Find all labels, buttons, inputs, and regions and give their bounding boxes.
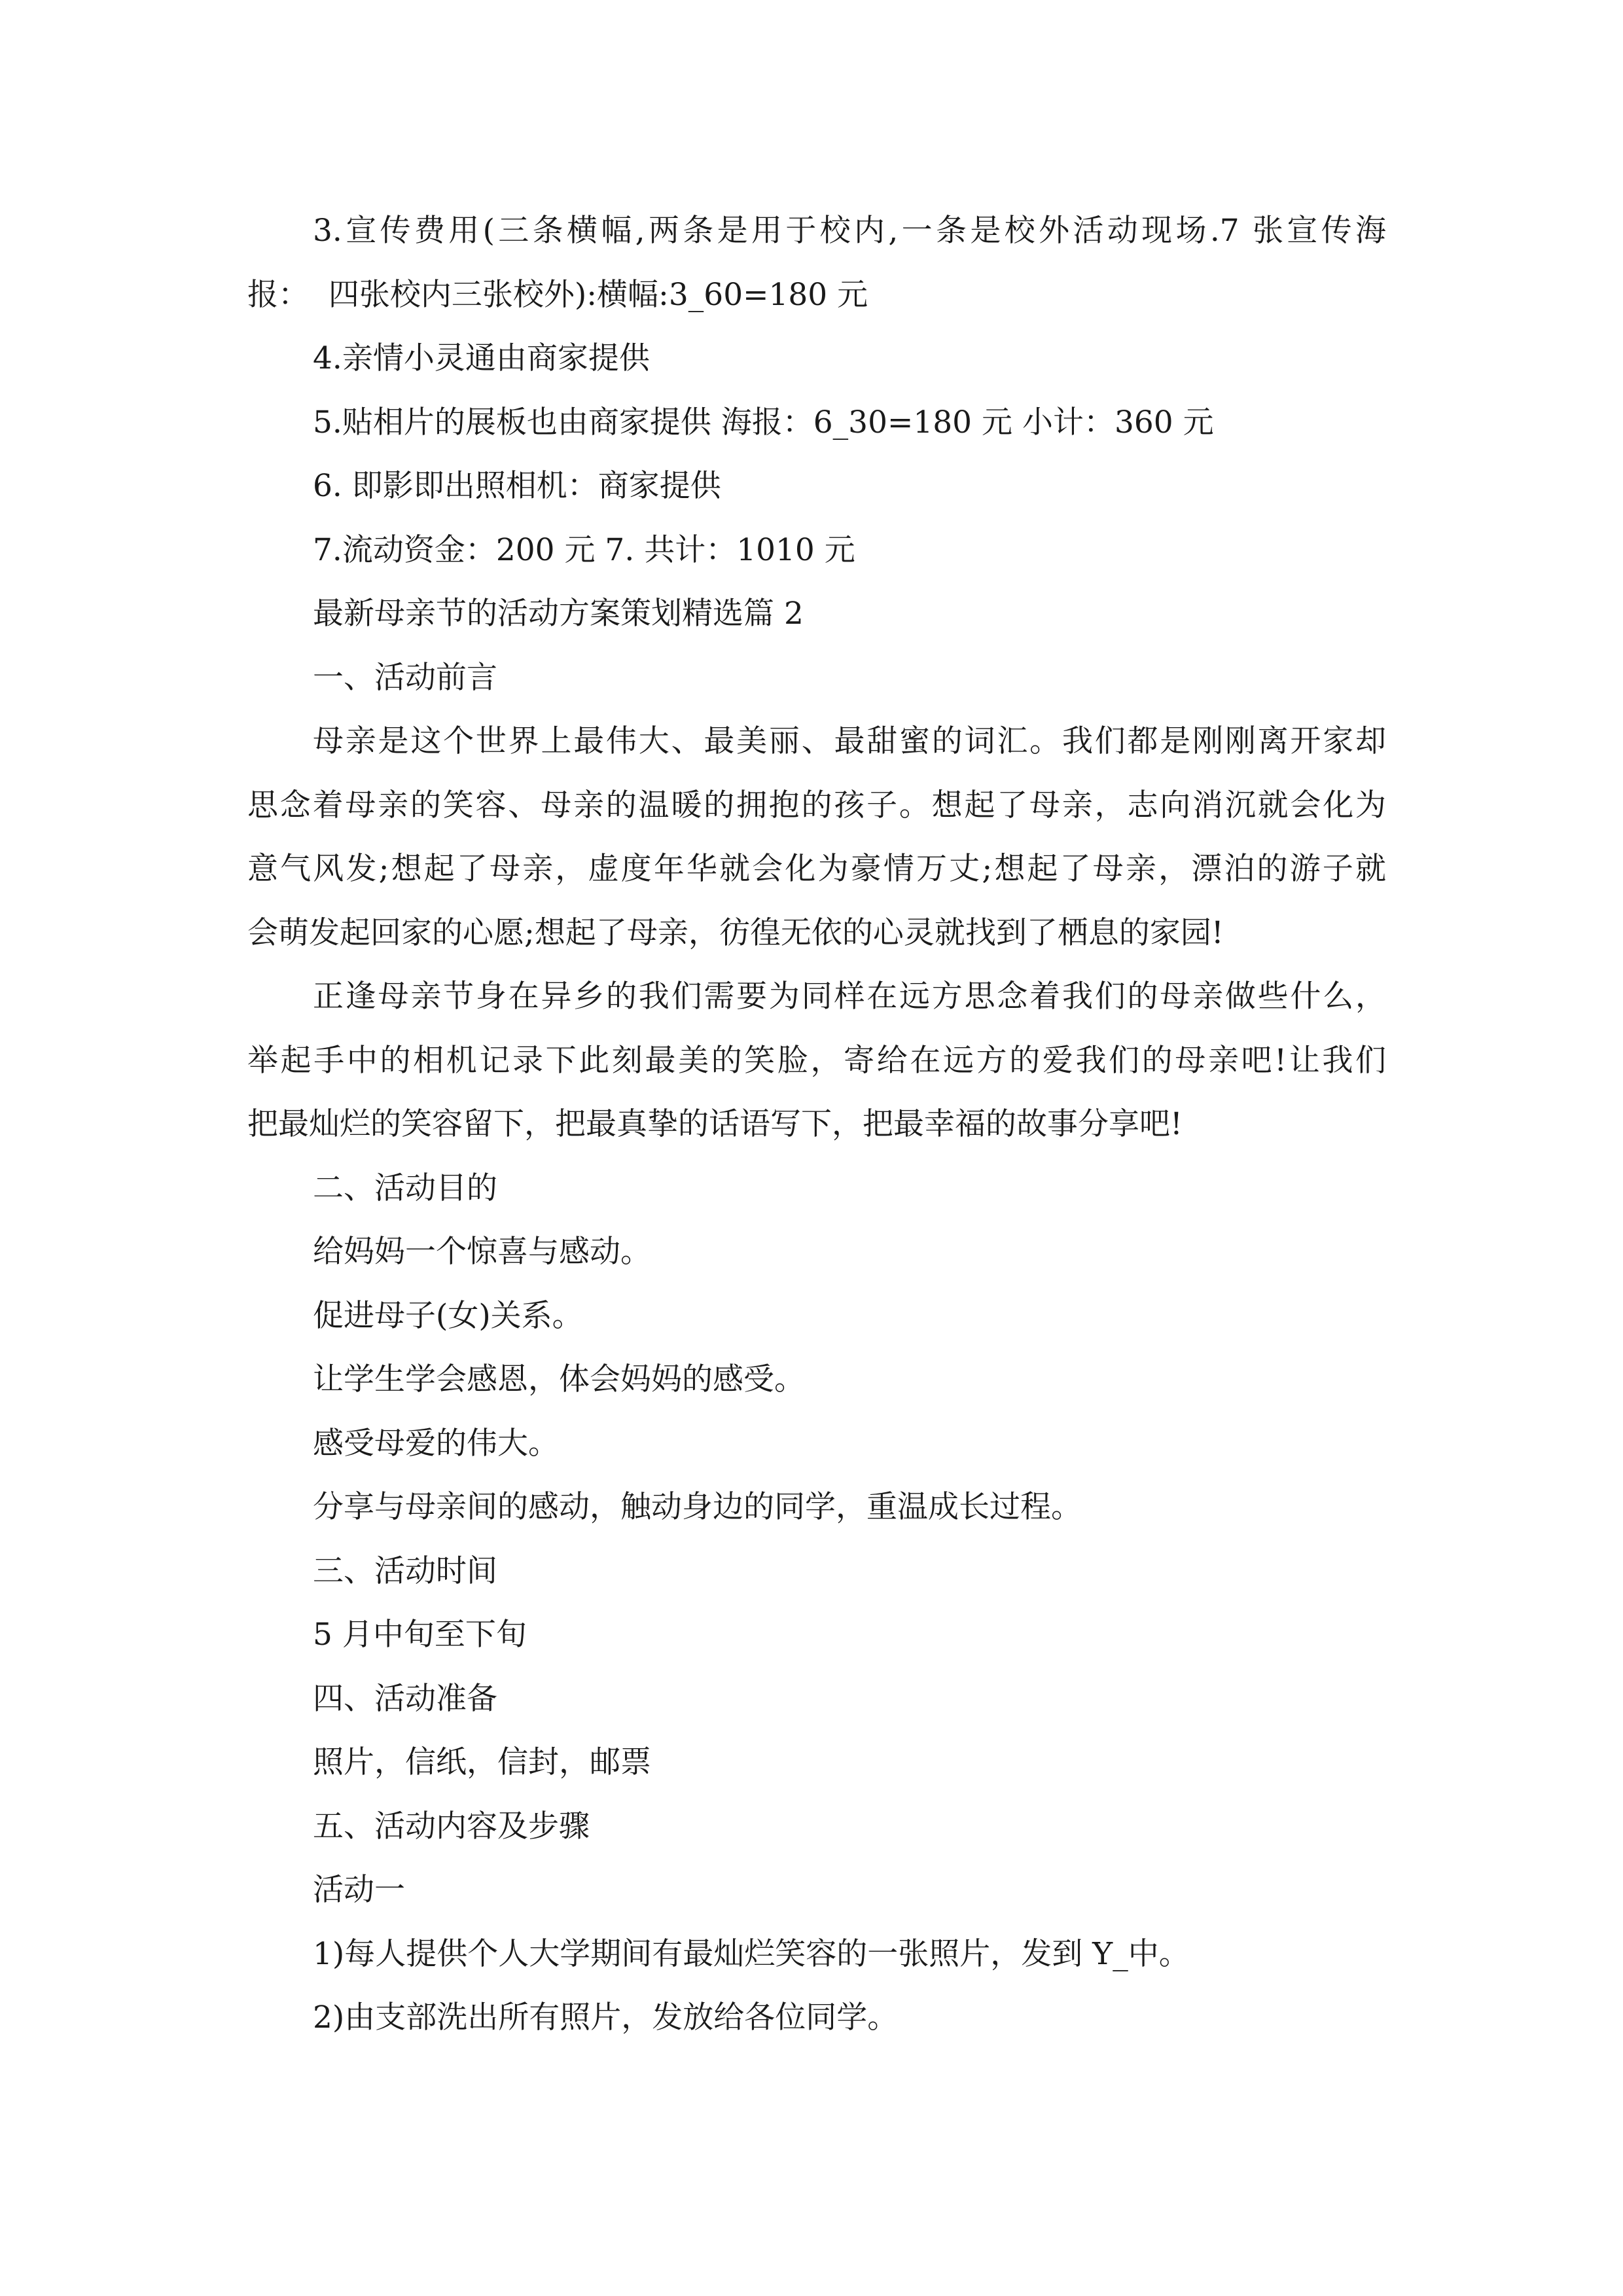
preface-paragraph-1-line-1: 母亲是这个世界上最伟大、最美丽、最甜蜜的词汇。我们都是刚刚离开家却 (313, 723, 1386, 759)
time-value: 5 月中旬至下旬 (313, 1617, 527, 1653)
document-body (247, 199, 1386, 2050)
purpose-item: 让学生学会感恩，体会妈妈的感受。 (313, 1361, 805, 1397)
budget-item-3-line-1: 3.宣传费用(三条横幅,两条是用于校内,一条是校外活动现场.7 张宣传海 (313, 213, 1386, 249)
preface-heading: 一、活动前言 (313, 659, 497, 696)
preface-paragraph-1-line-2: 思念着母亲的笑容、母亲的温暖的拥抱的孩子。想起了母亲，志向消沉就会化为 (247, 787, 1386, 823)
step-item: 2)由支部洗出所有照片，发放给各位同学。 (313, 2000, 899, 2036)
time-heading: 三、活动时间 (313, 1552, 497, 1589)
activity-1-title: 活动一 (313, 1872, 405, 1908)
budget-item-7: 7.流动资金：200 元 7. 共计：1010 元 (313, 531, 855, 568)
prep-heading: 四、活动准备 (313, 1680, 497, 1717)
budget-item-3-line-2: 报： 四张校内三张校外):横幅:3_60=180 元 (247, 276, 868, 313)
step-item: 1)每人提供个人大学期间有最灿烂笑容的一张照片，发到 Y_中。 (313, 1935, 1190, 1972)
budget-item-6: 6. 即影即出照相机：商家提供 (313, 468, 721, 504)
purpose-item: 促进母子(女)关系。 (313, 1297, 583, 1334)
budget-item-5: 5.贴相片的展板也由商家提供 海报：6_30=180 元 小计：360 元 (313, 404, 1214, 440)
preface-paragraph-2-line-3: 把最灿烂的笑容留下，把最真挚的话语写下，把最幸福的故事分享吧! (247, 1106, 1183, 1142)
preface-paragraph-2-line-1: 正逢母亲节身在异乡的我们需要为同样在远方思念着我们的母亲做些什么， (313, 978, 1386, 1014)
purpose-item: 分享与母亲间的感动，触动身边的同学，重温成长过程。 (313, 1489, 1082, 1525)
prep-value: 照片，信纸，信封，邮票 (313, 1744, 651, 1780)
section-title: 最新母亲节的活动方案策划精选篇 2 (313, 596, 804, 632)
purpose-item: 给妈妈一个惊喜与感动。 (313, 1234, 651, 1270)
preface-paragraph-2-line-2: 举起手中的相机记录下此刻最美的笑脸，寄给在远方的爱我们的母亲吧!让我们 (247, 1042, 1386, 1079)
preface-paragraph-1-line-4: 会萌发起回家的心愿;想起了母亲，彷徨无依的心灵就找到了栖息的家园! (247, 914, 1224, 951)
purpose-item: 感受母爱的伟大。 (313, 1425, 559, 1462)
purpose-heading: 二、活动目的 (313, 1170, 497, 1206)
steps-heading: 五、活动内容及步骤 (313, 1808, 590, 1844)
budget-item-4: 4.亲情小灵通由商家提供 (313, 340, 650, 376)
preface-paragraph-1-line-3: 意气风发;想起了母亲，虚度年华就会化为豪情万丈;想起了母亲，漂泊的游子就 (247, 851, 1386, 887)
